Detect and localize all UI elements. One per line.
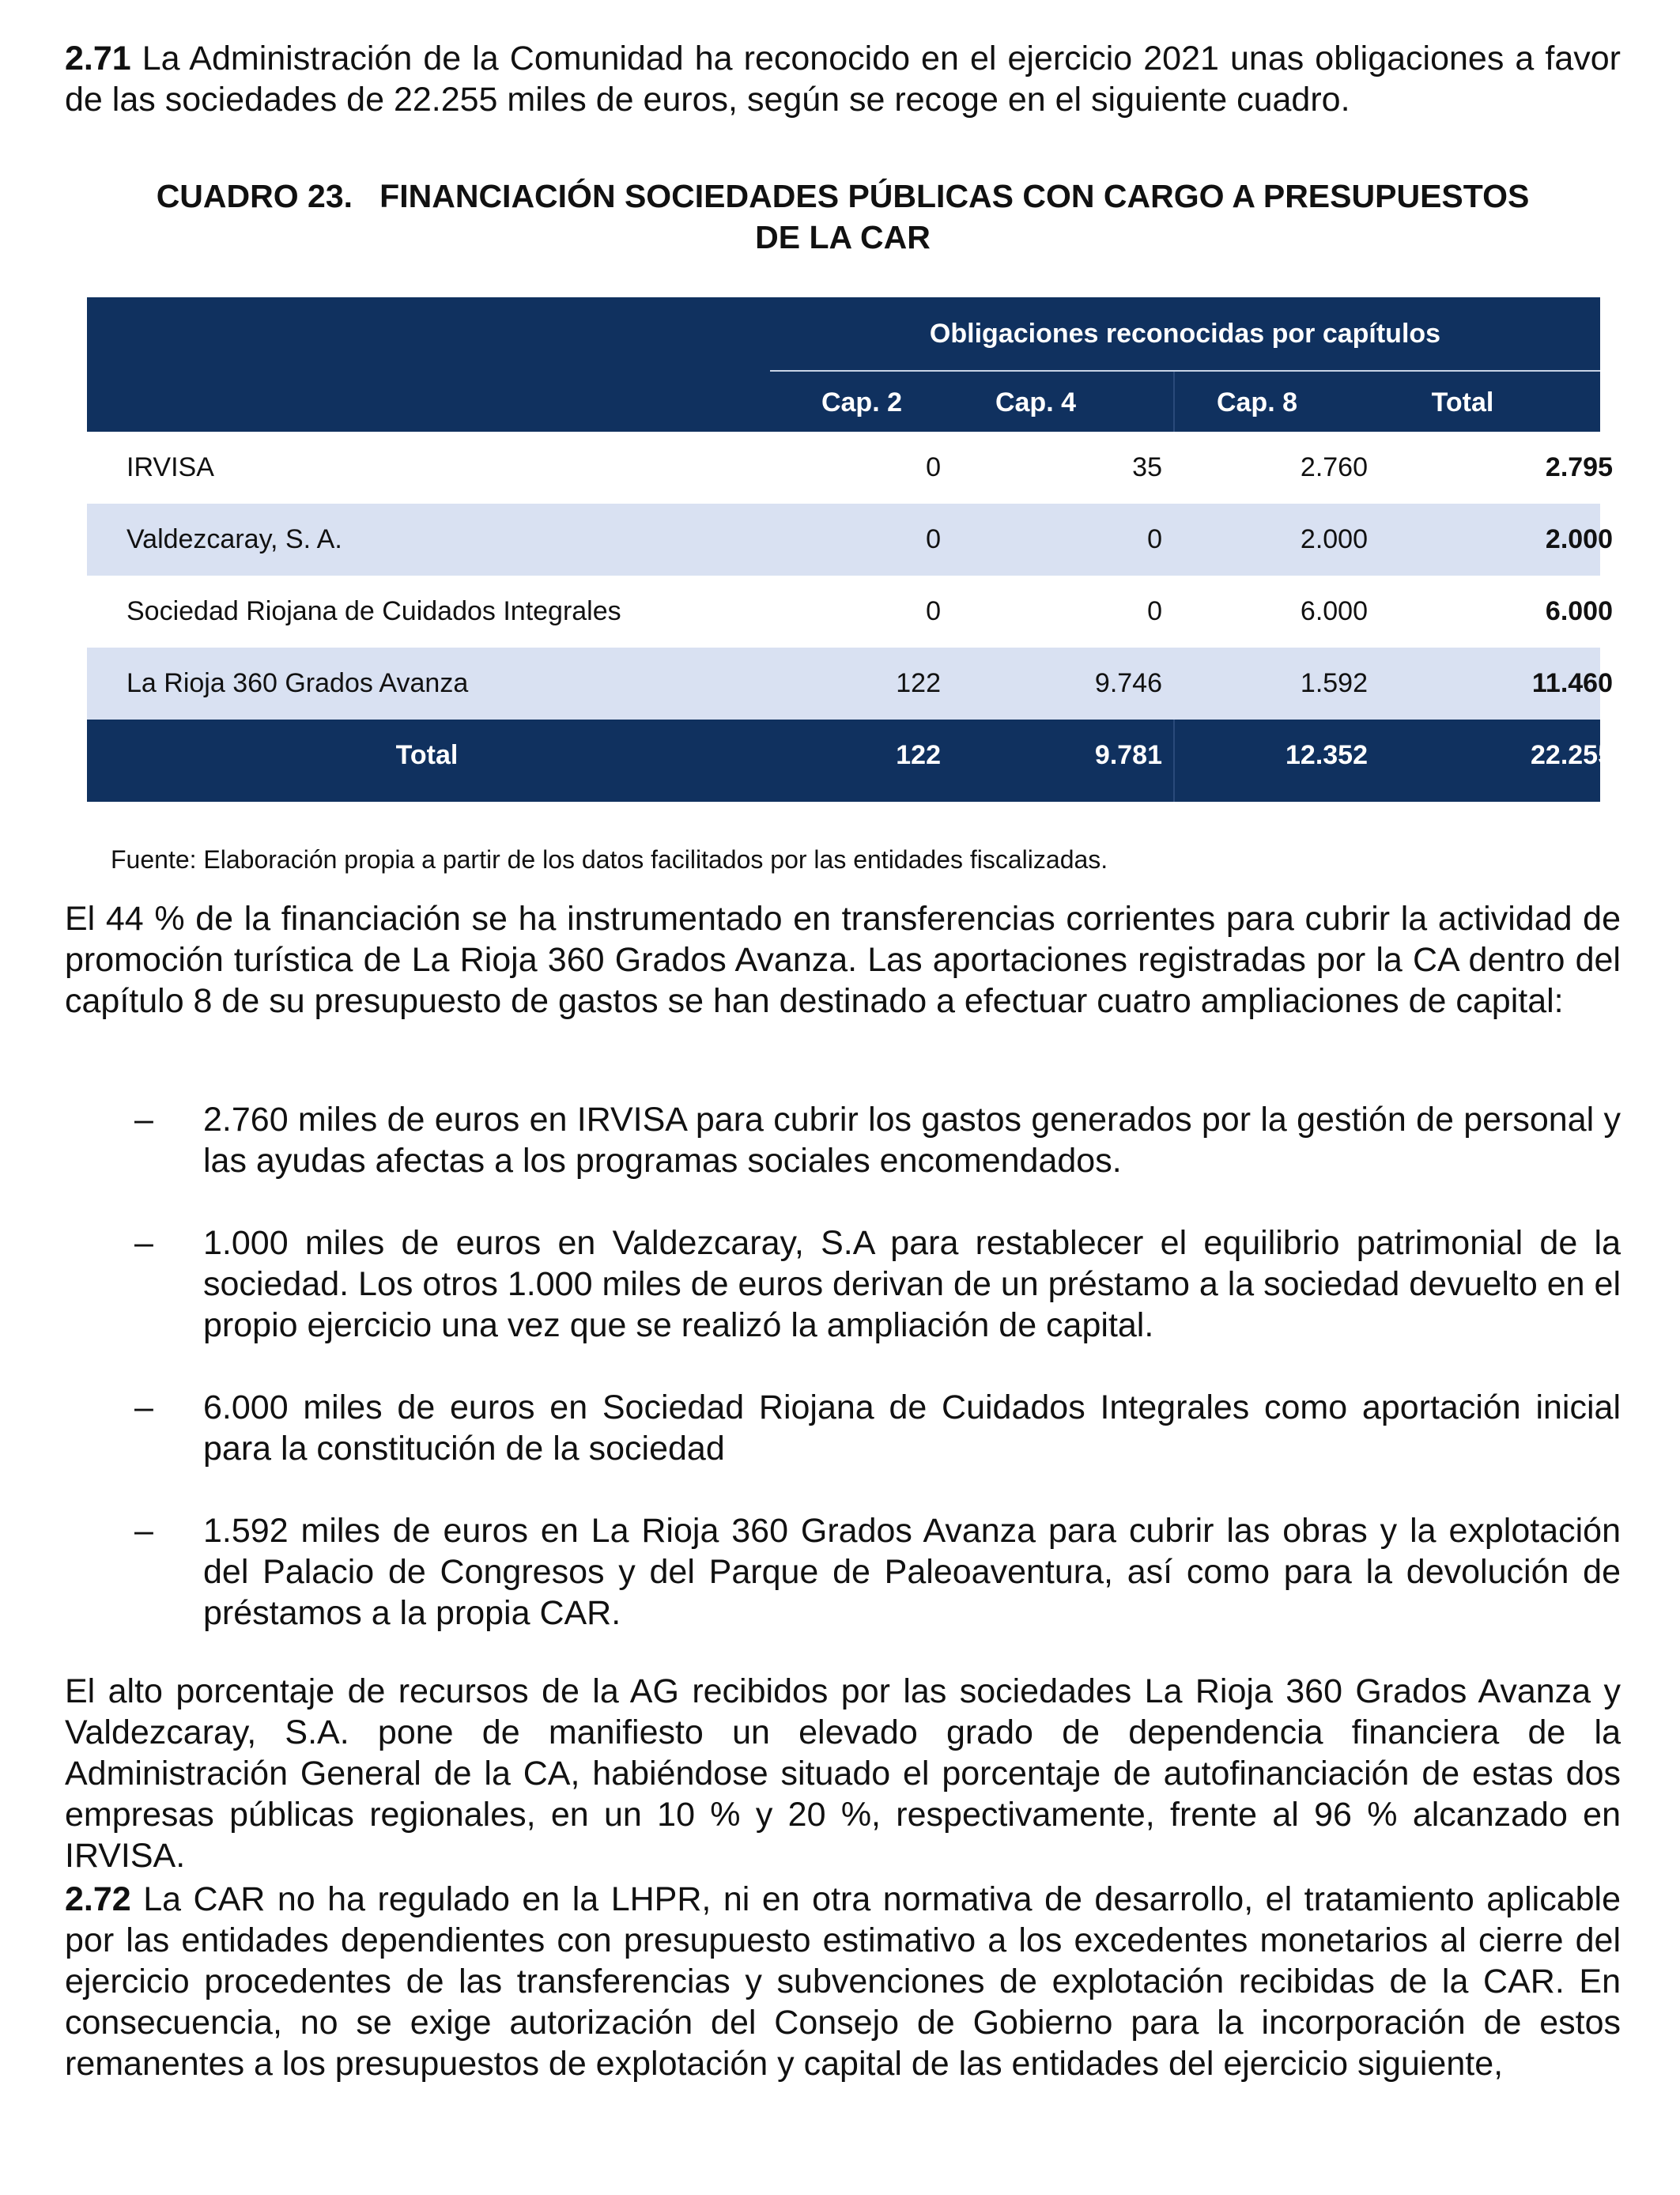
list-item [65,1510,1621,1634]
list-item [65,1387,1621,1469]
list-item [65,1099,1621,1181]
cell-cap4: 35 [1132,452,1162,482]
group-header: Obligaciones reconocidas por capítulos [929,318,1441,349]
total-cap4: 9.781 [1094,740,1162,770]
cell-cap2: 0 [926,524,941,554]
total-label: Total [395,740,459,770]
cell-cap8: 2.760 [1300,452,1368,482]
paragraph-number: 2.72 [65,1880,131,1918]
total-cap8: 12.352 [1285,740,1368,770]
paragraph-text: La CAR no ha regulado en la LHPR, ni en otra normativa de desarrollo, el tratamiento aplicable por las entidades dependientes con presupuesto estimativo a los excedentes monetarios al cierre del ejercicio procedentes de las transferencias y subvenciones de explotación recibidas de la CAR. En consecuencia, no se exige autorización del Consejo de Gobierno para la incorporación de estos remanentes a los presupuestos de explotación y capital de las entidades del ejercicio siguiente, [65,1880,1621,2083]
row-name: La Rioja 360 Grados Avanza [126,668,469,698]
row-name: Valdezcaray, S. A. [126,524,342,554]
paragraph-dependence: El alto porcentaje de recursos de la AG recibidos por las sociedades La Rioja 360 Grados Avanza y Valdezcaray, S.A. pone de manifiesto un elevado grado de dependencia financiera de la Administración General de la CA, habiéndose situado el porcentaje de autofinanciación de estas dos empresas públicas regionales, en un 10 % y 20 %, respectivamente, frente al 96 % alcanzado en IRVISA. [65,1672,1621,1875]
table-title-line-2: DE LA CAR [755,219,931,255]
list-item-text: 2.760 miles de euros en IRVISA para cubrir los gastos generados por la gestión de personal y las ayudas afectas a los programas sociales encomendados. [203,1101,1621,1180]
dash-bullet: – [134,1224,153,1262]
paragraph-text: La Administración de la Comunidad ha reconocido en el ejercicio 2021 unas obligaciones a favor de las sociedades de 22.255 miles de euros, según se recoge en el siguiente cuadro. [65,40,1621,119]
cell-cap8: 2.000 [1300,524,1368,554]
table-total-row [87,720,1613,802]
list-item-text: 6.000 miles de euros en Sociedad Riojana de Cuidados Integrales como aportación inicial para la constitución de la sociedad [203,1388,1621,1468]
column-separator [1173,720,1175,802]
cell-cap8: 1.592 [1300,668,1368,698]
dash-bullet: – [134,1512,153,1550]
cell-total: 2.795 [1545,452,1613,482]
column-header-total: Total [1431,387,1494,417]
table-row [87,576,1613,648]
cell-cap2: 122 [896,668,941,698]
paragraph-number: 2.71 [65,40,131,77]
list-item-text: 1.000 miles de euros en Valdezcaray, S.A para restablecer el equilibrio patrimonial de la sociedad. Los otros 1.000 miles de euros derivan de un préstamo a la sociedad devuelto en el propio ejercicio una vez que se realizó la ampliación de capital. [203,1224,1621,1344]
column-separator [1173,372,1175,432]
cell-total: 6.000 [1545,596,1613,626]
table-row [87,432,1613,504]
total-total: 22.255 [1531,740,1613,770]
column-header-cap4: Cap. 4 [995,387,1077,417]
document-page [65,38,1621,2083]
table-row [87,648,1613,720]
cell-cap2: 0 [926,596,941,626]
cell-cap2: 0 [926,452,941,482]
table-title-line-1: CUADRO 23. FINANCIACIÓN SOCIEDADES PÚBLICAS CON CARGO A PRESUPUESTOS [156,178,1530,214]
row-name: IRVISA [126,452,214,482]
header-divider [770,370,1600,372]
financing-table [87,297,1613,802]
cell-cap4: 0 [1147,596,1162,626]
table-row [87,504,1613,576]
cell-total: 2.000 [1545,524,1613,554]
column-header-cap8: Cap. 8 [1216,387,1298,417]
paragraph-2-72 [65,1879,1621,2084]
cell-total: 11.460 [1531,668,1613,698]
column-header-cap2: Cap. 2 [821,387,903,417]
dash-bullet: – [134,1101,153,1139]
bullet-list [65,1099,1621,1634]
row-name: Sociedad Riojana de Cuidados Integrales [126,596,621,626]
table-header [87,297,1600,432]
cell-cap4: 0 [1147,524,1162,554]
dash-bullet: – [134,1388,153,1426]
cell-cap4: 9.746 [1094,668,1162,698]
table-source: Fuente: Elaboración propia a partir de los datos facilitados por las entidades fiscalizadas. [111,845,1108,874]
table-title [65,176,1621,258]
total-cap2: 122 [896,740,941,770]
list-item-text: 1.592 miles de euros en La Rioja 360 Grados Avanza para cubrir las obras y la explotación del Palacio de Congresos y del Parque de Paleoaventura, así como para la devolución de préstamos a la propia CAR. [203,1512,1621,1632]
list-item [65,1222,1621,1346]
paragraph-financing: El 44 % de la financiación se ha instrumentado en transferencias corrientes para cubrir la actividad de promoción turística de La Rioja 360 Grados Avanza. Las aportaciones registradas por la CA dentro del capítulo 8 de su presupuesto de gastos se han destinado a efectuar cuatro ampliaciones de capital: [65,900,1621,1020]
cell-cap8: 6.000 [1300,596,1368,626]
paragraph-2-71 [65,38,1621,120]
